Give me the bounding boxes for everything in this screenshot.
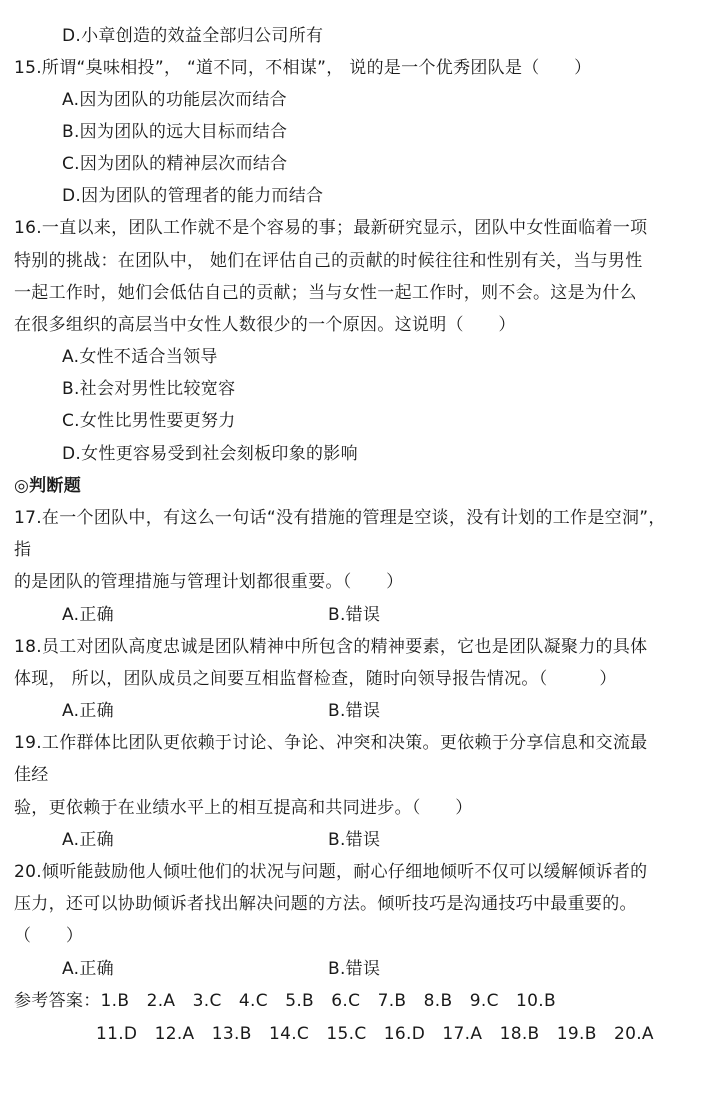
q15-option-c: C.因为团队的精神层次而结合 [62,154,288,174]
q17-stem-line1: 17.在一个团队中，有这么一句话“没有措施的管理是空谈，没有计划的工作是空洞”， [14,508,666,528]
q15-option-b: B.因为团队的远大目标而结合 [62,122,288,142]
q14-option-d: D.小章创造的效益全部归公司所有 [62,26,324,46]
q16-stem-line4: 在很多组织的高层当中女性人数很少的一个原因。这说明（ ） [14,315,516,335]
section-heading-true-false: ◎判断题 [14,476,82,496]
q16-option-a: A.女性不适合当领导 [62,347,218,367]
q17-stem-line3: 的是团队的管理措施与管理计划都很重要。（ ） [14,572,404,592]
q18-stem-line2: 体现， 所以，团队成员之间要互相监督检查，随时向领导报告情况。（ ） [14,669,617,689]
q18-option-a: A.正确 [62,701,114,721]
q16-stem-line2: 特别的挑战：在团队中， 她们在评估自己的贡献的时候往往和性别有关，当与男性 [14,251,643,271]
q20-option-b: B.错误 [328,959,381,979]
q15-stem: 15.所谓“臭味相投”， “道不同，不相谋”， 说的是一个优秀团队是（ ） [14,58,592,78]
q16-option-c: C.女性比男性要更努力 [62,411,236,431]
q16-stem-line3: 一起工作时，她们会低估自己的贡献；当与女性一起工作时，则不会。这是为什么 [14,283,637,303]
q19-stem-line2: 佳经 [14,765,49,785]
answer-key-line1: 参考答案：1.B 2.A 3.C 4.C 5.B 6.C 7.B 8.B 9.C 10.B [14,991,556,1011]
q20-stem-line1: 20.倾听能鼓励他人倾吐他们的状况与问题，耐心仔细地倾听不仅可以缓解倾诉者的 [14,862,648,882]
q16-stem-line1: 16.一直以来，团队工作就不是个容易的事；最新研究显示，团队中女性面临着一项 [14,218,648,238]
q20-stem-line2: 压力，还可以协助倾诉者找出解决问题的方法。倾听技巧是沟通技巧中最重要的。 [14,894,637,914]
q17-stem-line2: 指 [14,540,32,560]
q17-option-a: A.正确 [62,605,114,625]
q19-option-b: B.错误 [328,830,381,850]
q18-stem-line1: 18.员工对团队高度忠诚是团队精神中所包含的精神要素，它也是团队凝聚力的具体 [14,637,648,657]
q19-stem-line1: 19.工作群体比团队更依赖于讨论、争论、冲突和决策。更依赖于分享信息和交流最 [14,733,648,753]
q20-stem-line3: （ ） [14,926,84,946]
q15-option-d: D.因为团队的管理者的能力而结合 [62,186,324,206]
q19-stem-line3: 验，更依赖于在业绩水平上的相互提高和共同进步。（ ） [14,798,473,818]
q18-option-b: B.错误 [328,701,381,721]
answer-key-line2: 11.D 12.A 13.B 14.C 15.C 16.D 17.A 18.B 19.B 20.A [96,1024,654,1044]
q15-option-a: A.因为团队的功能层次而结合 [62,90,287,110]
q16-option-d: D.女性更容易受到社会刻板印象的影响 [62,444,358,464]
q20-option-a: A.正确 [62,959,114,979]
q19-option-a: A.正确 [62,830,114,850]
q17-option-b: B.错误 [328,605,381,625]
q16-option-b: B.社会对男性比较宽容 [62,379,236,399]
